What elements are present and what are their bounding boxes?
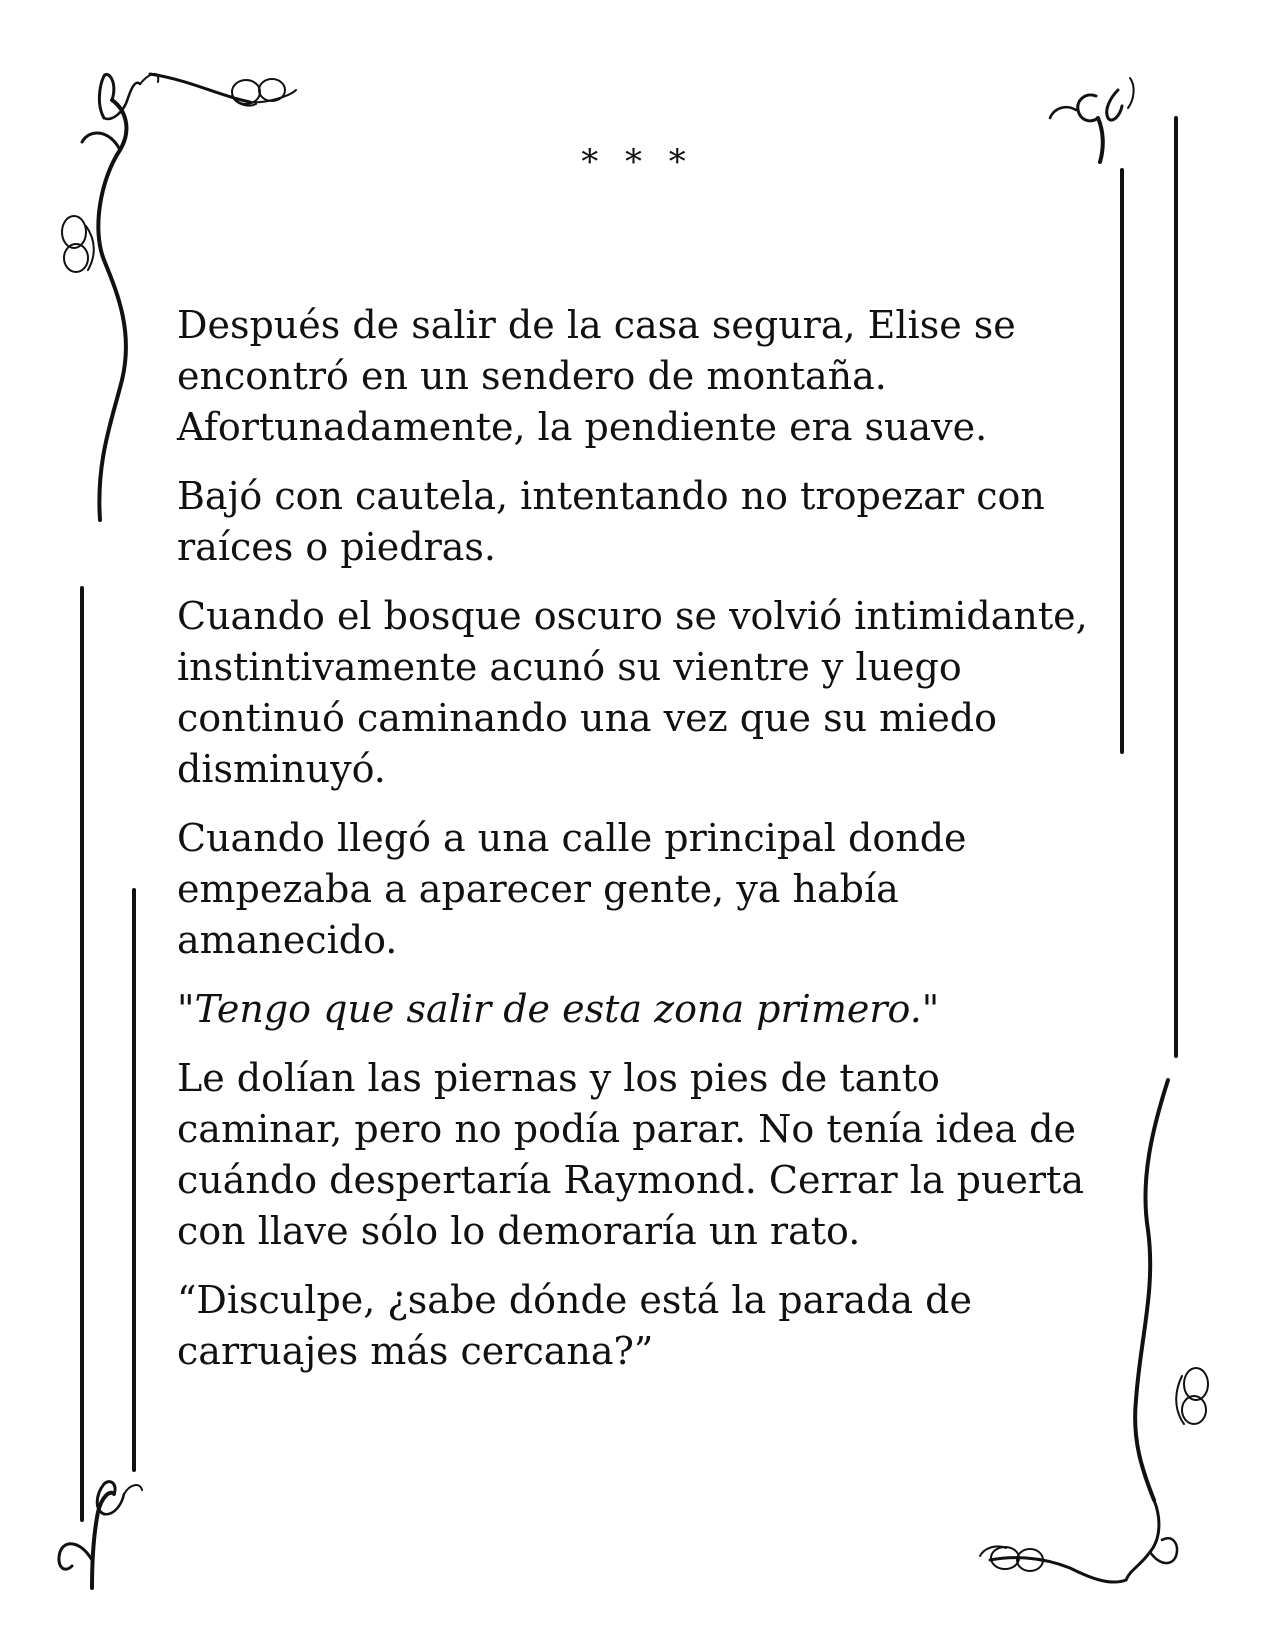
paragraph: Después de salir de la casa segura, Elise se encontró en un sendero de montaña. Afortunadamente, la pendiente era suave. (177, 303, 1016, 449)
paragraph: Le dolían las piernas y los pies de tanto caminar, pero no podía parar. No tenía idea de cuándo despertaría Raymond. Cerrar la puerta con llave sólo lo demoraría un rato. (177, 1056, 1084, 1253)
bottom-left-flourish-icon (59, 1482, 142, 1588)
story-text (177, 300, 1097, 1395)
paragraph: Bajó con cautela, intentando no tropezar con raíces o piedras. (177, 474, 1045, 569)
scene-separator: * * * (581, 142, 694, 182)
paragraph: Cuando llegó a una calle principal donde empezaba a aparecer gente, ya había amanecido. (177, 816, 967, 962)
paragraph: Cuando el bosque oscuro se volvió intimidante, instintivamente acunó su vientre y luego continuó caminando una vez que su miedo disminuyó. (177, 594, 1088, 791)
inner-thought-paragraph: "Tengo que salir de esta zona primero." (177, 987, 940, 1031)
dialogue-paragraph: “Disculpe, ¿sabe dónde está la parada de carruajes más cercana?” (177, 1278, 972, 1373)
